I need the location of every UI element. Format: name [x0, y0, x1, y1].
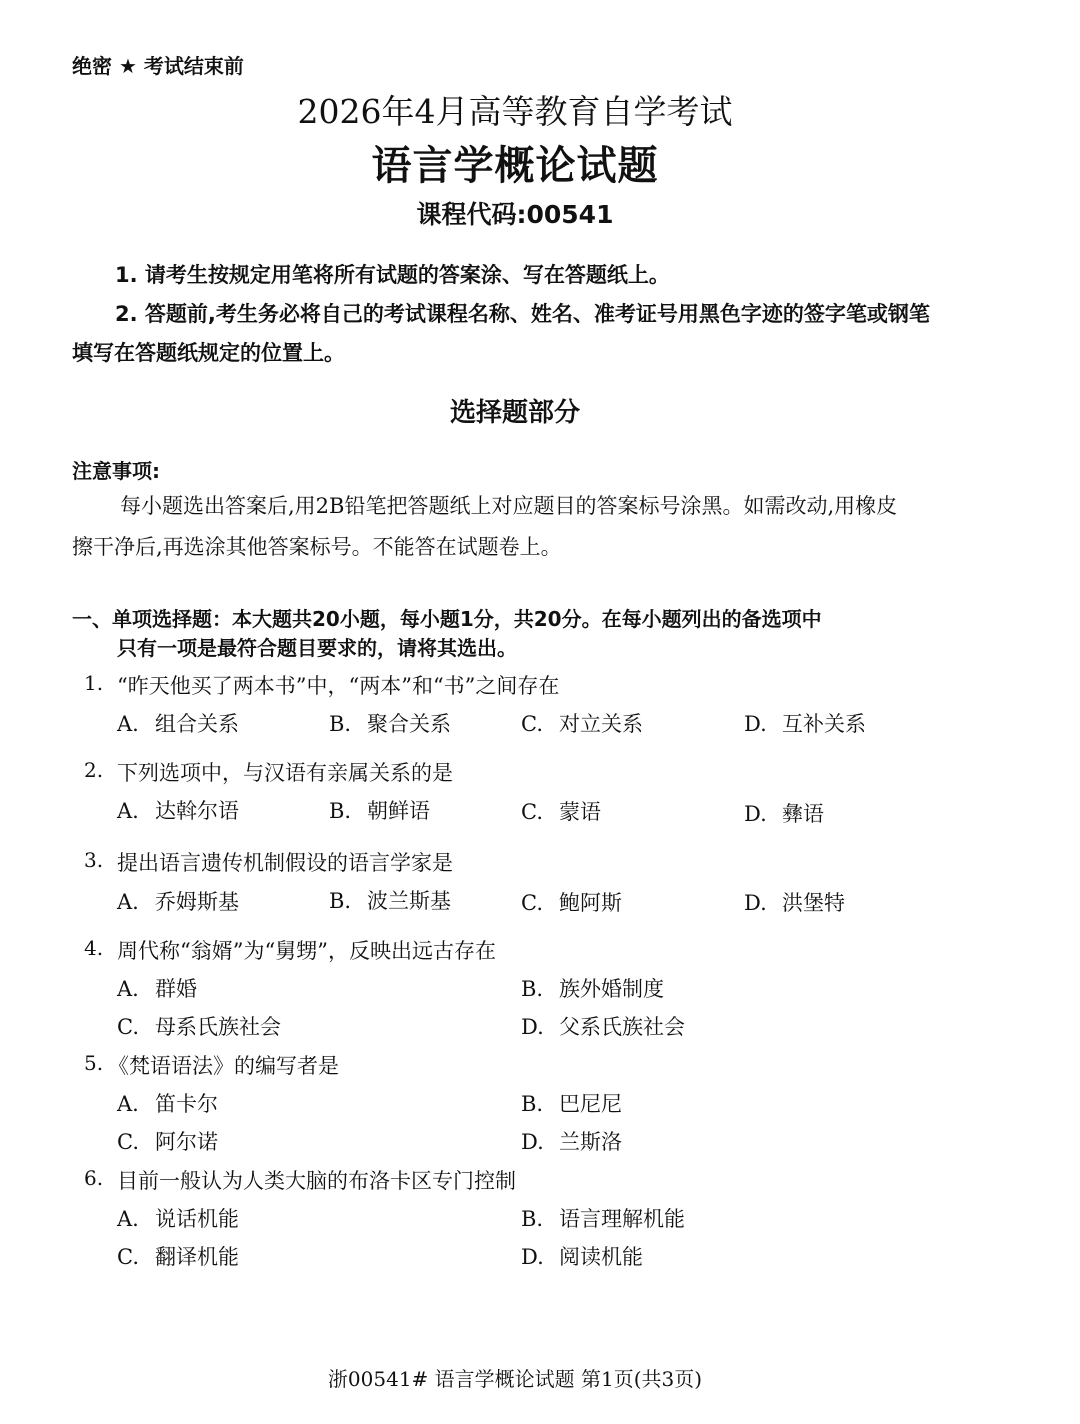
option-label: D.	[744, 802, 767, 826]
option-text: 兰斯洛	[559, 1130, 622, 1154]
question-6-text: 目前一般认为人类大脑的布洛卡区专门控制	[117, 1169, 516, 1193]
option-text: 朝鲜语	[367, 799, 430, 823]
part1-heading-line1: 一、单项选择题：本大题共20小题，每小题1分，共20分。在每小题列出的备选项中	[72, 607, 822, 631]
option-text: 乔姆斯基	[155, 890, 239, 914]
question-1-text: “昨天他买了两本书”中，“两本”和“书”之间存在	[117, 674, 560, 698]
question-2-option-d[interactable]	[744, 798, 824, 828]
part1-heading-line2: 只有一项是最符合题目要求的，请将其选出。	[117, 636, 517, 660]
option-label: D.	[744, 891, 767, 915]
option-text: 语言理解机能	[559, 1207, 685, 1231]
confidential-label: 绝密 ★ 考试结束前	[72, 54, 244, 78]
option-label: C.	[117, 1130, 139, 1154]
option-text: 巴尼尼	[559, 1092, 622, 1116]
question-2-text: 下列选项中，与汉语有亲属关系的是	[117, 761, 453, 785]
instruction-2-line2: 填写在答题纸规定的位置上。	[72, 341, 345, 365]
option-label: B.	[521, 977, 544, 1001]
section-title: 选择题部分	[449, 398, 580, 428]
option-label: A.	[117, 799, 139, 823]
option-text: 互补关系	[782, 712, 866, 736]
question-3-option-d[interactable]	[744, 887, 845, 917]
question-5-text: 《梵语语法》的编写者是	[108, 1054, 339, 1078]
option-label: C.	[521, 891, 543, 915]
exam-title: 2026年4月高等教育自学考试	[297, 92, 733, 131]
option-label: C.	[117, 1245, 139, 1269]
question-4-number: 4.	[84, 936, 104, 960]
question-6-option-a[interactable]	[117, 1203, 239, 1233]
question-4-option-a[interactable]	[117, 973, 197, 1003]
option-label: A.	[117, 712, 139, 736]
option-label: C.	[117, 1015, 139, 1039]
question-2-number: 2.	[84, 758, 104, 782]
option-text: 对立关系	[559, 712, 643, 736]
question-6-option-b[interactable]	[521, 1203, 685, 1233]
question-5-option-b[interactable]	[521, 1088, 622, 1118]
question-3-option-a[interactable]	[117, 886, 239, 916]
option-label: B.	[329, 712, 352, 736]
subject-title: 语言学概论试题	[371, 143, 659, 189]
option-text: 组合关系	[155, 712, 239, 736]
question-2-option-c[interactable]	[521, 796, 601, 826]
option-label: A.	[117, 1207, 139, 1231]
question-3-option-b[interactable]	[329, 885, 451, 915]
question-4-option-c[interactable]	[117, 1011, 281, 1041]
option-text: 族外婚制度	[559, 977, 664, 1001]
notice-label: 注意事项:	[72, 459, 160, 483]
question-5-option-d[interactable]	[521, 1126, 622, 1156]
question-2-option-a[interactable]	[117, 795, 239, 825]
option-text: 聚合关系	[367, 712, 451, 736]
question-1-number: 1.	[84, 671, 104, 695]
option-label: B.	[521, 1092, 544, 1116]
option-label: D.	[521, 1015, 544, 1039]
question-3-option-c[interactable]	[521, 887, 622, 917]
option-label: C.	[521, 712, 543, 736]
option-label: D.	[744, 712, 767, 736]
option-text: 鲍阿斯	[559, 891, 622, 915]
notice-line1: 每小题选出答案后,用2B铅笔把答题纸上对应题目的答案标号涂黑。如需改动,用橡皮	[120, 494, 898, 518]
question-2-option-b[interactable]	[329, 795, 430, 825]
question-6-number: 6.	[84, 1166, 104, 1190]
option-label: C.	[521, 800, 543, 824]
question-3-text: 提出语言遗传机制假设的语言学家是	[117, 851, 453, 875]
question-1-option-c[interactable]	[521, 708, 643, 738]
option-label: A.	[117, 977, 139, 1001]
question-1-option-d[interactable]	[744, 708, 866, 738]
option-text: 母系氏族社会	[155, 1015, 281, 1039]
question-6-option-c[interactable]	[117, 1241, 239, 1271]
course-code: 课程代码:00541	[416, 200, 614, 229]
option-label: B.	[329, 889, 352, 913]
question-4-option-b[interactable]	[521, 973, 664, 1003]
option-text: 说话机能	[155, 1207, 239, 1231]
notice-line2: 擦干净后,再选涂其他答案标号。不能答在试题卷上。	[72, 535, 562, 559]
option-text: 阿尔诺	[155, 1130, 218, 1154]
option-text: 达斡尔语	[155, 799, 239, 823]
option-label: A.	[117, 890, 139, 914]
option-text: 彝语	[782, 802, 824, 826]
question-5-option-c[interactable]	[117, 1126, 218, 1156]
instruction-1: 1. 请考生按规定用笔将所有试题的答案涂、写在答题纸上。	[115, 263, 670, 287]
option-label: A.	[117, 1092, 139, 1116]
question-5-option-a[interactable]	[117, 1088, 218, 1118]
question-4-option-d[interactable]	[521, 1011, 685, 1041]
question-1-option-b[interactable]	[329, 708, 451, 738]
question-6-option-d[interactable]	[521, 1241, 643, 1271]
option-text: 波兰斯基	[367, 889, 451, 913]
option-text: 阅读机能	[559, 1245, 643, 1269]
option-text: 洪堡特	[782, 891, 845, 915]
option-text: 笛卡尔	[155, 1092, 218, 1116]
option-label: D.	[521, 1130, 544, 1154]
option-text: 父系氏族社会	[559, 1015, 685, 1039]
instruction-2-line1: 2. 答题前,考生务必将自己的考试课程名称、姓名、准考证号用黑色字迹的签字笔或钢笔	[115, 302, 930, 326]
option-text: 蒙语	[559, 800, 601, 824]
page-footer: 浙00541# 语言学概论试题 第1页(共3页)	[327, 1367, 703, 1391]
option-label: B.	[329, 799, 352, 823]
option-label: D.	[521, 1245, 544, 1269]
option-text: 翻译机能	[155, 1245, 239, 1269]
question-3-number: 3.	[84, 848, 104, 872]
option-text: 群婚	[155, 977, 197, 1001]
question-4-text: 周代称“翁婿”为“舅甥”，反映出远古存在	[117, 939, 496, 963]
option-label: B.	[521, 1207, 544, 1231]
question-1-option-a[interactable]	[117, 708, 239, 738]
question-5-number: 5.	[84, 1051, 104, 1075]
